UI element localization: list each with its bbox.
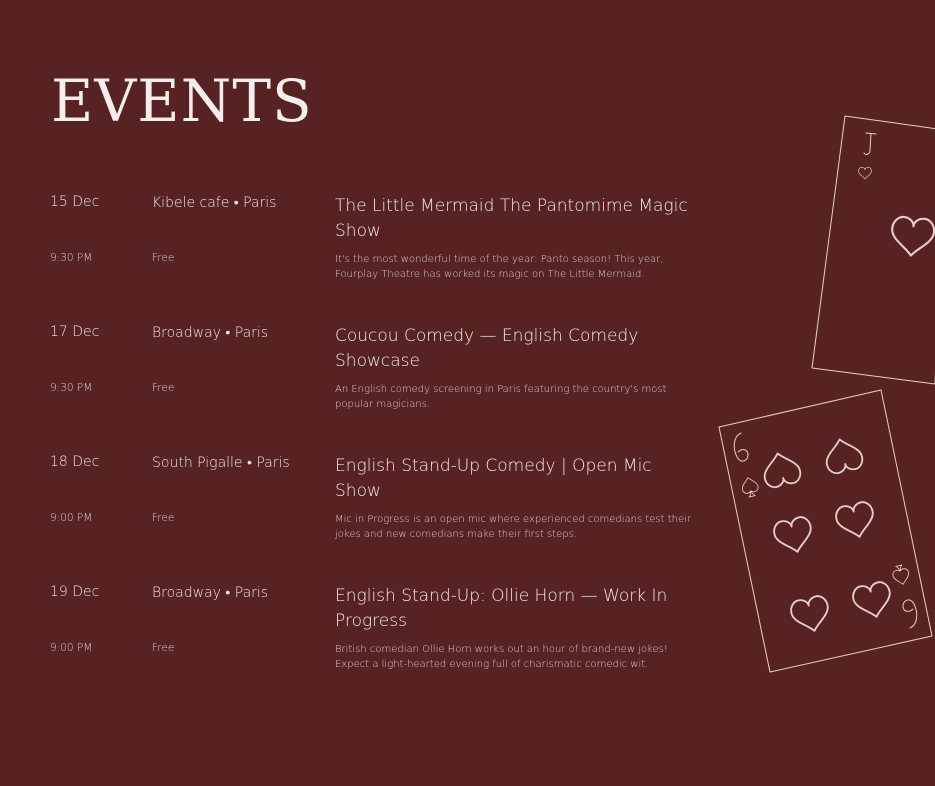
- event-title: The Little Mermaid The Pantomime Magic Show: [335, 196, 688, 241]
- event-item: [0, 194, 935, 294]
- event-date: 18 Dec: [50, 454, 100, 470]
- event-venue: Kibele cafe • Paris: [152, 195, 277, 211]
- event-time: 9:30 PM: [50, 382, 93, 394]
- event-title: Coucou Comedy — English Comedy Showcase: [335, 326, 639, 371]
- event-price: Free: [152, 382, 175, 394]
- event-date: 19 Dec: [50, 584, 100, 600]
- event-title: English Stand-Up Comedy | Open Mic Show: [335, 456, 652, 501]
- event-price: Free: [152, 512, 175, 524]
- event-description: British comedian Ollie Horn works out an hour of brand-new jokes! Expect a light-hearted evening full of charismatic comedic wit.: [335, 644, 668, 670]
- event-price: Free: [152, 252, 175, 264]
- event-venue: South Pigalle • Paris: [152, 455, 290, 471]
- event-time: 9:00 PM: [50, 512, 93, 524]
- spade-icon: [891, 564, 911, 586]
- event-date: 15 Dec: [50, 194, 100, 210]
- event-item: [0, 584, 935, 684]
- event-description: It's the most wonderful time of the year: Panto season! This year, Fourplay Theatre has worked its magic on The Little Mermaid.: [335, 254, 664, 280]
- heart-icon: [859, 167, 872, 179]
- event-description: Mic in Progress is an open mic where experienced comedians test their jokes and new comedians make their first steps.: [335, 514, 692, 540]
- event-time: 9:00 PM: [50, 642, 93, 654]
- event-venue: Broadway • Paris: [152, 585, 269, 601]
- event-description: An English comedy screening in Paris featuring the country's most popular magicians.: [335, 384, 667, 410]
- event-item: [0, 454, 935, 554]
- event-date: 17 Dec: [50, 324, 100, 340]
- page-title: EVENTS: [51, 67, 313, 135]
- event-item: [0, 324, 935, 424]
- event-title: English Stand-Up: Ollie Horn — Work In Progress: [335, 586, 668, 631]
- event-venue: Broadway • Paris: [152, 325, 269, 341]
- event-price: Free: [152, 642, 175, 654]
- event-time: 9:30 PM: [50, 252, 93, 264]
